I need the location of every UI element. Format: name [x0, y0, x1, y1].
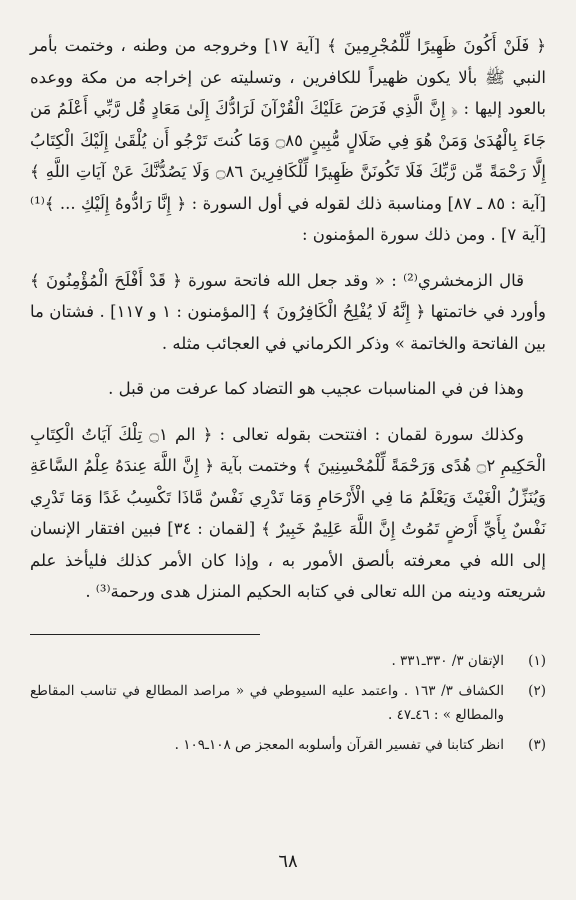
footnote-text: الإتقان ٣/ ٣٣٠ـ٣٣١ . [391, 652, 504, 669]
footnote-number: (٣) [528, 736, 546, 753]
footnotes [30, 649, 546, 757]
paragraph-2: قال الزمخشري⁽²⁾ : « وقد جعل الله فاتحة سورة ﴿ قَدْ أَفْلَحَ الْمُؤْمِنُونَ ﴾ وأورد في خاتمتها ﴿ إِنَّهُ لَا يُفْلِحُ الْكَافِرُونَ ﴾ [المؤمنون : ١ و ١١٧] . فشتان ما بين الفاتحة والخاتمة » وذكر الكرماني في العجائب مثله . [30, 270, 547, 353]
page-number: ٦٨ [278, 851, 298, 872]
footnote-text: انظر كتابنا في تفسير القرآن وأسلوبه المعجز ص ١٠٨ـ١٠٩ . [174, 736, 504, 753]
footnote-item [30, 733, 546, 757]
paragraph-1: ﴿ فَلَنْ أَكُونَ ظَهِيرًا لِّلْمُجْرِمِينَ ﴾ [آية ١٧] وخروجه من وطنه ، وختمت بأمر النبي ﷺ بألا يكون ظهيراً للكافرين ، وتسليته عن إخراجه من مكة ووعده بالعود إليها : ﴿ إِنَّ الَّذِي فَرَضَ عَلَيْكَ الْقُرْآنَ لَرَادُّكَ إِلَىٰ مَعَادٍ قُل رَّبِّي أَعْلَمُ مَن جَاءَ بِالْهُدَىٰ وَمَنْ هُوَ فِي ضَلَالٍ مُّبِينٍ ۝٨٥ وَمَا كُنتَ تَرْجُو أَن يُلْقَىٰ إِلَيْكَ الْكِتَابُ إِلَّا رَحْمَةً مِّن رَّبِّكَ فَلَا تَكُونَنَّ ظَهِيرًا لِّلْكَافِرِينَ ۝٨٦ وَلَا يَصُدُّنَّكَ عَنْ آيَاتِ اللَّهِ ﴾ [آية : ٨٥ ـ ٨٧] ومناسبة ذلك لقوله في أول السورة : ﴿ إِنَّا رَادُّوهُ إِلَيْكِ ... ﴾⁽¹⁾ [آية ٧] . ومن ذلك سورة المؤمنون : [30, 36, 546, 244]
footnote-item [30, 649, 546, 673]
footnote-text: الكشاف ٣/ ١٦٣ . واعتمد عليه السيوطي في « مراصد المطالع في تناسب المقاطع والمطالع » : ٤٦ـ٤٧ . [30, 682, 505, 723]
footnote-item [30, 679, 546, 727]
paragraph-4: وكذلك سورة لقمان : افتتحت بقوله تعالى : ﴿ الم ۝١ تِلْكَ آيَاتُ الْكِتَابِ الْحَكِيمِ ۝٢ هُدًى وَرَحْمَةً لِّلْمُحْسِنِينَ ﴾ وختمت بآية ﴿ إِنَّ اللَّهَ عِندَهُ عِلْمُ السَّاعَةِ وَيُنَزِّلُ الْغَيْثَ وَيَعْلَمُ مَا فِي الْأَرْحَامِ وَمَا تَدْرِي نَفْسٌ مَّاذَا تَكْسِبُ غَدًا وَمَا تَدْرِي نَفْسٌ بِأَيِّ أَرْضٍ تَمُوتُ إِنَّ اللَّهَ عَلِيمٌ خَبِيرٌ ﴾ [لقمان : ٣٤] فبين افتقار الإنسان إلى الله في معرفته بألصق الأمور به ، وإذا كان الأمر كذلك فليأخذ علم شريعته ودينه من الله تعالى في كتابه الحكيم المنزل هدى ورحمة⁽³⁾ . [30, 424, 547, 601]
footnote-number: (١) [528, 652, 546, 669]
footnote-number: (٢) [528, 682, 546, 699]
footnote-separator [30, 634, 260, 635]
paragraph-3: وهذا فن في المناسبات عجيب هو التضاد كما عرفت من قبل . [108, 379, 524, 398]
